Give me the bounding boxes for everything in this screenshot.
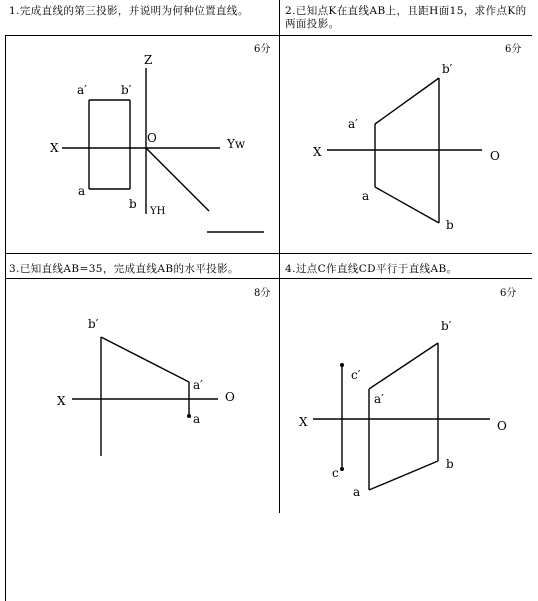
origin-label: O: [497, 419, 507, 433]
b-label: b: [446, 218, 454, 232]
problem-2-figure: [313, 62, 500, 232]
origin-label: O: [225, 390, 235, 404]
yh-label: YH: [150, 206, 166, 217]
problem-4-figure: [299, 319, 507, 499]
origin-label: O: [490, 149, 500, 163]
z-label: Z: [144, 53, 153, 67]
yw-label: Yw: [227, 137, 246, 151]
c-prime-label: c′: [351, 368, 361, 382]
a-prime-label: a′: [193, 378, 203, 392]
c-label: c: [332, 466, 339, 480]
problem-3-points: 8分: [254, 288, 271, 299]
x-label: X: [299, 415, 308, 429]
yh-diagonal: [146, 148, 209, 211]
a-label: a: [78, 184, 86, 198]
a-label: a: [353, 485, 361, 499]
x-label: X: [57, 394, 66, 408]
b-prime-label: b′: [441, 319, 452, 333]
problem-1-text: 1.完成直线的第三投影，并说明为何种位置直线。: [9, 5, 249, 17]
b-prime-label: b′: [121, 83, 132, 97]
problem-2-text: 2.已知点K在直线AB上，且距H面15，求作点K的两面投影。: [285, 5, 527, 30]
problem-2-points: 6分: [505, 44, 522, 55]
problem-4-points: 6分: [500, 288, 517, 299]
x-label: X: [50, 141, 59, 155]
a-prime-label: a′: [77, 83, 87, 97]
problem-4-text: 4.过点C作直线CD平行于直线AB。: [285, 263, 458, 275]
b-prime-label: b′: [442, 62, 453, 76]
problem-3-figure: [57, 317, 235, 456]
origin-label: O: [147, 131, 157, 145]
x-label: X: [313, 145, 322, 159]
a-label: a: [193, 412, 201, 426]
a-label: a: [362, 189, 370, 203]
b-label: b: [446, 457, 454, 471]
problem-1-figure: [50, 53, 264, 232]
a-prime-label: a′: [348, 117, 358, 131]
b-label: b: [129, 197, 137, 211]
a-prime-label: a′: [374, 392, 384, 406]
problem-1-points: 6分: [254, 44, 271, 55]
problem-3-text: 3.已知直线AB=35，完成直线AB的水平投影。: [9, 263, 239, 275]
b-prime-label: b′: [88, 317, 99, 331]
